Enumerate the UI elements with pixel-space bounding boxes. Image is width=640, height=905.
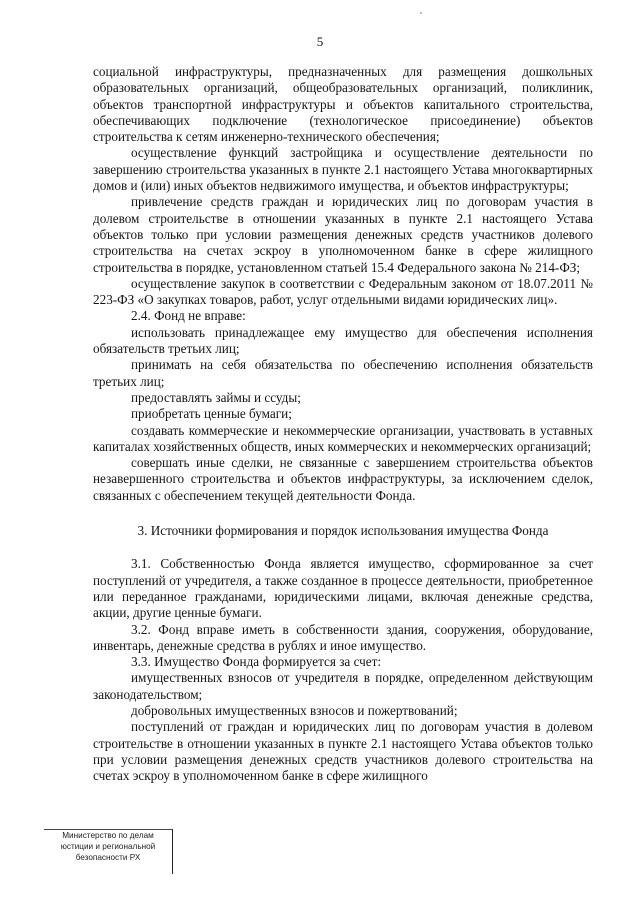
paragraph: предоставлять займы и ссуды; [131,389,301,405]
paragraph: привлечение средств граждан и юридических лиц по договорам участия в долевом строительстве в отношении указанных в пункте 2.1 настоящего Устава объектов только при условии размещения денежных средств участников долевого строительства на счетах эскроу в уполномоченном банке в сфере жилищного строительства в порядке, установленном статьей 15.4 Федерального закона № 214-ФЗ; [93,194,593,275]
paragraph: имущественных взносов от учредителя в порядке, определенном действующим законодательством; [93,670,593,702]
paragraph: совершать иные сделки, не связанные с завершением строительства объектов незавершенного строительства и объектов инфраструктуры, за исключением сделок, связанных с обеспечением текущей деятельности Фонда. [93,455,593,503]
section-heading: 3. Источники формирования и порядок использования имущества Фонда [137,523,549,539]
paragraph: 3.3. Имущество Фонда формируется за счет: [131,654,382,670]
paragraph: приобретать ценные бумаги; [131,406,292,422]
paragraph: осуществление функций застройщика и осуществление деятельности по завершению строительства указанных в пункте 2.1 настоящего Устава многоквартирных домов и (или) иных объектов недвижимого имущества, и объектов инфраструктуры; [93,145,593,194]
stamp-line: юстиции и региональной [60,842,156,851]
scan-speck [420,12,422,14]
paragraph: использовать принадлежащее ему имущество для обеспечения исполнения обязательств третьих лиц; [93,324,593,357]
document-body [93,64,593,784]
stamp-line: Министерство по делам [62,831,154,840]
paragraph: добровольных имущественных взносов и пожертвований; [131,702,458,718]
paragraph: поступлений от граждан и юридических лиц по договорам участия в долевом строительстве в отношении указанных в пункте 2.1 настоящего Устава объектов только при условии размещения денежных средств участников долевого строительства на счетах эскроу в уполномоченном банке в сфере жилищного [93,719,593,784]
paragraph-continuation: социальной инфраструктуры, предназначенных для размещения дошкольных образовательных организаций, общеобразовательных организаций, поликлиник, объектов транспортной инфраструктуры и объектов капитального строительства, обеспечивающих подключение (технологическое присоединение) объектов строительства к сетям инженерно-технического обеспечения; [93,64,593,145]
paragraph: 3.1. Собственностью Фонда является имущество, сформированное за счет поступлений от учредителя, а также созданное в процессе деятельности, приобретенное или переданное гражданами, юридическими лицами, включая денежные средства, акции, другие ценные бумаги. [93,556,593,621]
paragraph: принимать на себя обязательства по обеспечению исполнения обязательств третьих лиц; [93,357,593,389]
clause-2-4-heading: 2.4. Фонд не вправе: [131,308,246,324]
page-number: 5 [316,34,324,49]
paragraph: создавать коммерческие и некоммерческие организации, участвовать в уставных капиталах хозяйственных обществ, иных коммерческих и некоммерческих организаций; [93,422,593,454]
paragraph: осуществление закупок в соответствии с Федеральным законом от 18.07.2011 № 223-ФЗ «О закупках товаров, работ, услуг отдельными видами юридических лиц». [93,275,593,308]
stamp-line: безопасности РХ [75,853,141,862]
registration-stamp [44,829,173,874]
paragraph: 3.2. Фонд вправе иметь в собственности здания, сооружения, оборудование, инвентарь, денежные средства в рублях и иное имущество. [93,621,593,653]
